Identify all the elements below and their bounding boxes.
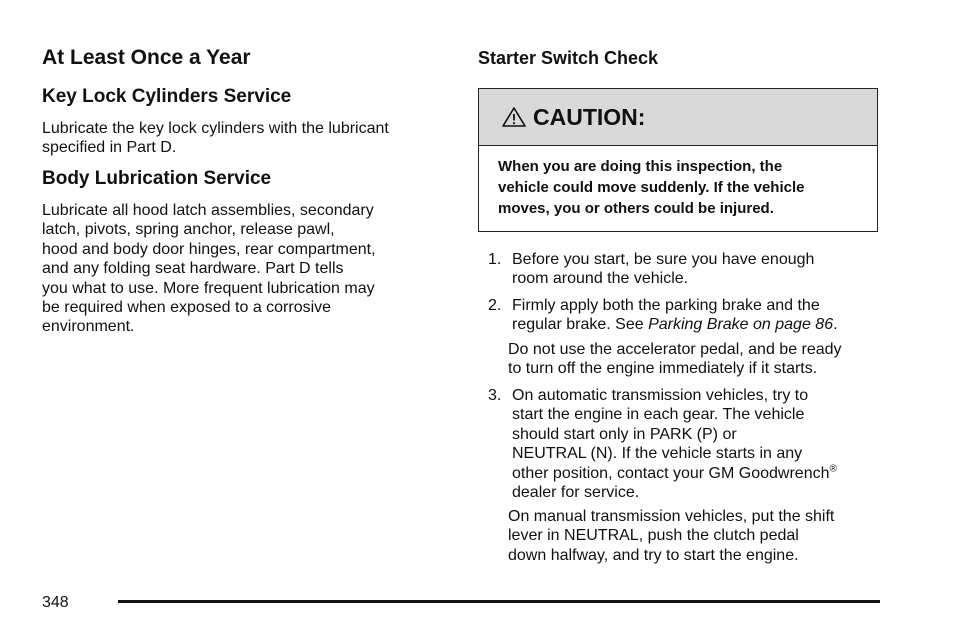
caution-title: CAUTION: [533, 103, 646, 130]
text-line: Lubricate all hood latch assemblies, secondary [42, 202, 374, 219]
text-line: start the engine in each gear. The vehicle [512, 406, 805, 424]
text-line: environment. [42, 318, 135, 336]
step-note [508, 507, 834, 565]
step-note [508, 340, 842, 379]
text-line: and any folding seat hardware. Part D tells [42, 260, 344, 278]
caution-header [479, 89, 877, 146]
text-line: hood and body door hinges, rear compartment, [42, 240, 376, 258]
text-line: Lubricate the key lock cylinders with the lubricant [42, 120, 389, 137]
text-line: you what to use. More frequent lubrication may [42, 279, 375, 297]
warning-triangle-icon [501, 106, 527, 128]
text-line: On automatic transmission vehicles, try to [512, 387, 809, 404]
key-lock-heading: Key Lock Cylinders Service [42, 86, 292, 107]
text-line: be required when exposed to a corrosive [42, 299, 332, 317]
key-lock-paragraph [42, 119, 389, 158]
text-line: latch, pivots, spring anchor, release pawl, [42, 221, 335, 239]
step-text [512, 296, 838, 335]
starter-heading: Starter Switch Check [478, 48, 659, 68]
text-line: specified in Part D. [42, 139, 177, 157]
page-number: 348 [42, 594, 69, 611]
body-lube-heading: Body Lubrication Service [42, 168, 272, 189]
text-line: Do not use the accelerator pedal, and be ready [508, 341, 842, 358]
text-line: vehicle could move suddenly. If the vehicle [498, 179, 805, 196]
text-line [512, 464, 837, 483]
text-line: On manual transmission vehicles, put the shift [508, 508, 835, 525]
text-line: down halfway, and try to start the engine. [508, 546, 799, 564]
text-line: lever in NEUTRAL, push the clutch pedal [508, 527, 799, 545]
text-line: dealer for service. [512, 484, 640, 502]
step-number: 1. [488, 251, 502, 268]
text-line: should start only in PARK (P) or [512, 425, 737, 443]
registered-mark: ® [829, 463, 837, 475]
footer-rule [118, 600, 880, 603]
text-line [512, 315, 838, 334]
text-fragment: . [833, 316, 838, 334]
text-line: to turn off the engine immediately if it starts. [508, 360, 818, 378]
step-text [512, 250, 814, 289]
text-line: NEUTRAL (N). If the vehicle starts in any [512, 445, 803, 463]
section-heading: At Least Once a Year [42, 46, 251, 69]
step-number: 2. [488, 297, 502, 314]
caution-text [479, 146, 877, 219]
text-fragment: other position, contact your GM Goodwrench [512, 464, 830, 482]
caution-box [478, 88, 878, 232]
step-number: 3. [488, 387, 502, 404]
text-line: room around the vehicle. [512, 270, 689, 288]
text-line: When you are doing this inspection, the [498, 158, 783, 175]
text-fragment: regular brake. See [512, 316, 649, 334]
cross-reference-link[interactable]: Parking Brake on page 86 [648, 316, 834, 334]
step-text [512, 386, 837, 502]
text-line: Before you start, be sure you have enough [512, 251, 815, 268]
text-line: moves, you or others could be injured. [498, 200, 774, 217]
body-lube-paragraph [42, 201, 376, 337]
text-line: Firmly apply both the parking brake and the [512, 297, 820, 314]
